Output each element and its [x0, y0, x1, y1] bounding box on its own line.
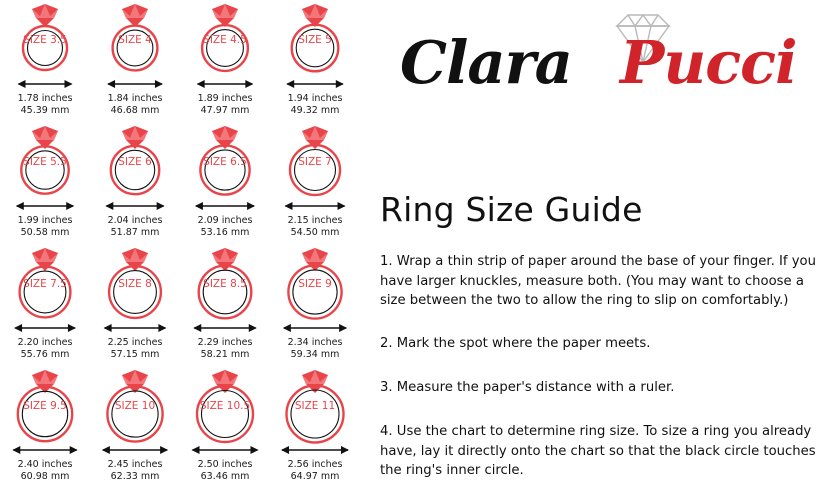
ring-chart-cell [270, 126, 360, 248]
ring-size-label: SIZE 9.5 [23, 400, 67, 412]
ring-chart-cell [180, 126, 270, 248]
brand-name-first: Clara [400, 28, 572, 97]
measure-arrow-icon [2, 199, 88, 213]
ring-chart-row [0, 126, 360, 248]
ring-measurement [198, 337, 253, 361]
ring-illustration [2, 126, 88, 200]
ring-size-label: SIZE 10.5 [199, 400, 251, 412]
ring-illustration [2, 4, 88, 78]
ring-measurement-inches: 2.40 inches [17, 459, 73, 470]
measure-arrow-icon [272, 199, 358, 213]
ring-measurement-mm: 51.87 mm [110, 227, 160, 238]
ring-measurement [198, 215, 253, 239]
guide-step-1-number: 1. [380, 254, 393, 269]
ring-size-chart [0, 0, 360, 501]
measure-arrow-icon [92, 199, 178, 213]
ring-illustration [92, 126, 178, 200]
ring-measurement-inches: 1.99 inches [17, 215, 73, 226]
ring-illustration [92, 4, 178, 78]
ring-illustration [272, 248, 358, 322]
ring-chart-cell [90, 370, 180, 492]
ring-size-label: SIZE 5 [298, 34, 332, 46]
ring-measurement [288, 215, 343, 239]
ring-size-label: SIZE 7.5 [23, 278, 67, 290]
ring-chart-cell [270, 248, 360, 370]
brand-name-second: Pucci [620, 28, 797, 97]
ring-size-label: SIZE 8.5 [203, 278, 247, 290]
ring-size-label: SIZE 9 [298, 278, 332, 290]
ring-illustration [272, 4, 358, 78]
measure-arrow-icon [182, 443, 268, 457]
ring-chart-row [0, 4, 360, 126]
ring-illustration [182, 4, 268, 78]
ring-measurement-inches: 1.78 inches [17, 93, 73, 104]
ring-chart-cell [0, 370, 90, 492]
measure-arrow-icon [2, 77, 88, 91]
guide-step-2-text: Mark the spot where the paper meets. [396, 336, 651, 351]
guide-panel [372, 0, 839, 501]
ring-measurement [198, 93, 253, 117]
ring-illustration [272, 126, 358, 200]
ring-measurement [198, 459, 253, 483]
ring-measurement-mm: 63.46 mm [200, 471, 250, 482]
ring-measurement [288, 459, 343, 483]
ring-illustration [92, 248, 178, 322]
ring-measurement-inches: 2.50 inches [197, 459, 253, 470]
measure-arrow-icon [92, 321, 178, 335]
guide-step-1-text: Wrap a thin strip of paper around the base of your finger. If you have larger knuckles, measure both. (You may want to choose a size between the two to allow the ring to slip on comfortably.) [380, 254, 816, 308]
brand-logo [382, 6, 832, 106]
measure-arrow-icon [92, 77, 178, 91]
ring-measurement [18, 337, 73, 361]
ring-measurement [108, 459, 163, 483]
measure-arrow-icon [182, 321, 268, 335]
guide-step-3 [380, 378, 832, 398]
ring-size-label: SIZE 4.5 [203, 34, 247, 46]
page-title: Ring Size Guide [380, 190, 643, 229]
measure-arrow-icon [92, 443, 178, 457]
ring-measurement-mm: 58.21 mm [200, 349, 250, 360]
guide-step-3-number: 3. [380, 380, 393, 395]
ring-size-label: SIZE 8 [118, 278, 152, 290]
ring-chart-cell [90, 248, 180, 370]
ring-illustration [182, 248, 268, 322]
measure-arrow-icon [272, 321, 358, 335]
ring-chart-cell [0, 248, 90, 370]
ring-measurement-mm: 47.97 mm [200, 105, 250, 116]
measure-arrow-icon [2, 443, 88, 457]
ring-measurement-inches: 1.89 inches [197, 93, 253, 104]
ring-measurement-mm: 46.68 mm [110, 105, 160, 116]
measure-arrow-icon [2, 321, 88, 335]
ring-size-label: SIZE 6 [118, 156, 152, 168]
guide-step-4-text: Use the chart to determine ring size. To size a ring you already have, lay it directly onto the chart so that the black circle touches the ring's inner circle. [380, 424, 816, 478]
ring-size-label: SIZE 11 [294, 400, 336, 412]
ring-measurement-inches: 2.04 inches [107, 215, 163, 226]
ring-chart-cell [90, 4, 180, 126]
measure-arrow-icon [182, 77, 268, 91]
measure-arrow-icon [182, 199, 268, 213]
ring-measurement-mm: 53.16 mm [200, 227, 250, 238]
ring-chart-cell [0, 4, 90, 126]
ring-measurement-inches: 2.56 inches [287, 459, 343, 470]
ring-illustration [272, 370, 358, 444]
ring-measurement-mm: 64.97 mm [290, 471, 340, 482]
ring-chart-cell [180, 4, 270, 126]
ring-measurement [288, 93, 343, 117]
ring-chart-cell [180, 370, 270, 492]
guide-step-2-number: 2. [380, 336, 393, 351]
ring-chart-row [0, 370, 360, 492]
ring-measurement-inches: 2.20 inches [17, 337, 73, 348]
ring-measurement [108, 215, 163, 239]
guide-step-2 [380, 334, 832, 354]
ring-size-label: SIZE 6.5 [203, 156, 247, 168]
measure-arrow-icon [272, 77, 358, 91]
ring-measurement-inches: 1.84 inches [107, 93, 163, 104]
ring-measurement-inches: 2.34 inches [287, 337, 343, 348]
ring-illustration [2, 248, 88, 322]
ring-chart-cell [90, 126, 180, 248]
ring-illustration [92, 370, 178, 444]
ring-measurement [18, 459, 73, 483]
ring-measurement-inches: 2.25 inches [107, 337, 163, 348]
ring-illustration [2, 370, 88, 444]
ring-measurement-mm: 45.39 mm [20, 105, 70, 116]
ring-measurement-mm: 49.32 mm [290, 105, 340, 116]
ring-measurement-inches: 2.45 inches [107, 459, 163, 470]
ring-measurement-mm: 60.98 mm [20, 471, 70, 482]
ring-measurement [18, 215, 73, 239]
ring-measurement-inches: 1.94 inches [287, 93, 343, 104]
ring-size-label: SIZE 4 [118, 34, 152, 46]
ring-illustration [182, 370, 268, 444]
ring-measurement-mm: 57.15 mm [110, 349, 160, 360]
ring-measurement [108, 337, 163, 361]
ring-measurement-mm: 62.33 mm [110, 471, 160, 482]
ring-measurement [108, 93, 163, 117]
ring-measurement-mm: 55.76 mm [20, 349, 70, 360]
ring-chart-cell [270, 4, 360, 126]
ring-chart-row [0, 248, 360, 370]
ring-size-label: SIZE 3.5 [23, 34, 67, 46]
ring-measurement [18, 93, 73, 117]
ring-size-label: SIZE 7 [298, 156, 332, 168]
ring-chart-cell [180, 248, 270, 370]
ring-chart-cell [270, 370, 360, 492]
ring-size-label: SIZE 5.5 [23, 156, 67, 168]
ring-size-label: SIZE 10 [114, 400, 156, 412]
guide-step-4 [380, 422, 832, 481]
ring-measurement-mm: 50.58 mm [20, 227, 70, 238]
ring-measurement-mm: 59.34 mm [290, 349, 340, 360]
ring-measurement-inches: 2.09 inches [197, 215, 253, 226]
ring-measurement-inches: 2.15 inches [287, 215, 343, 226]
ring-chart-cell [0, 126, 90, 248]
guide-step-4-number: 4. [380, 424, 393, 439]
guide-step-3-text: Measure the paper's distance with a ruler. [396, 380, 675, 395]
guide-step-1 [380, 252, 832, 311]
ring-measurement-inches: 2.29 inches [197, 337, 253, 348]
measure-arrow-icon [272, 443, 358, 457]
ring-illustration [182, 126, 268, 200]
ring-measurement-mm: 54.50 mm [290, 227, 340, 238]
ring-measurement [288, 337, 343, 361]
